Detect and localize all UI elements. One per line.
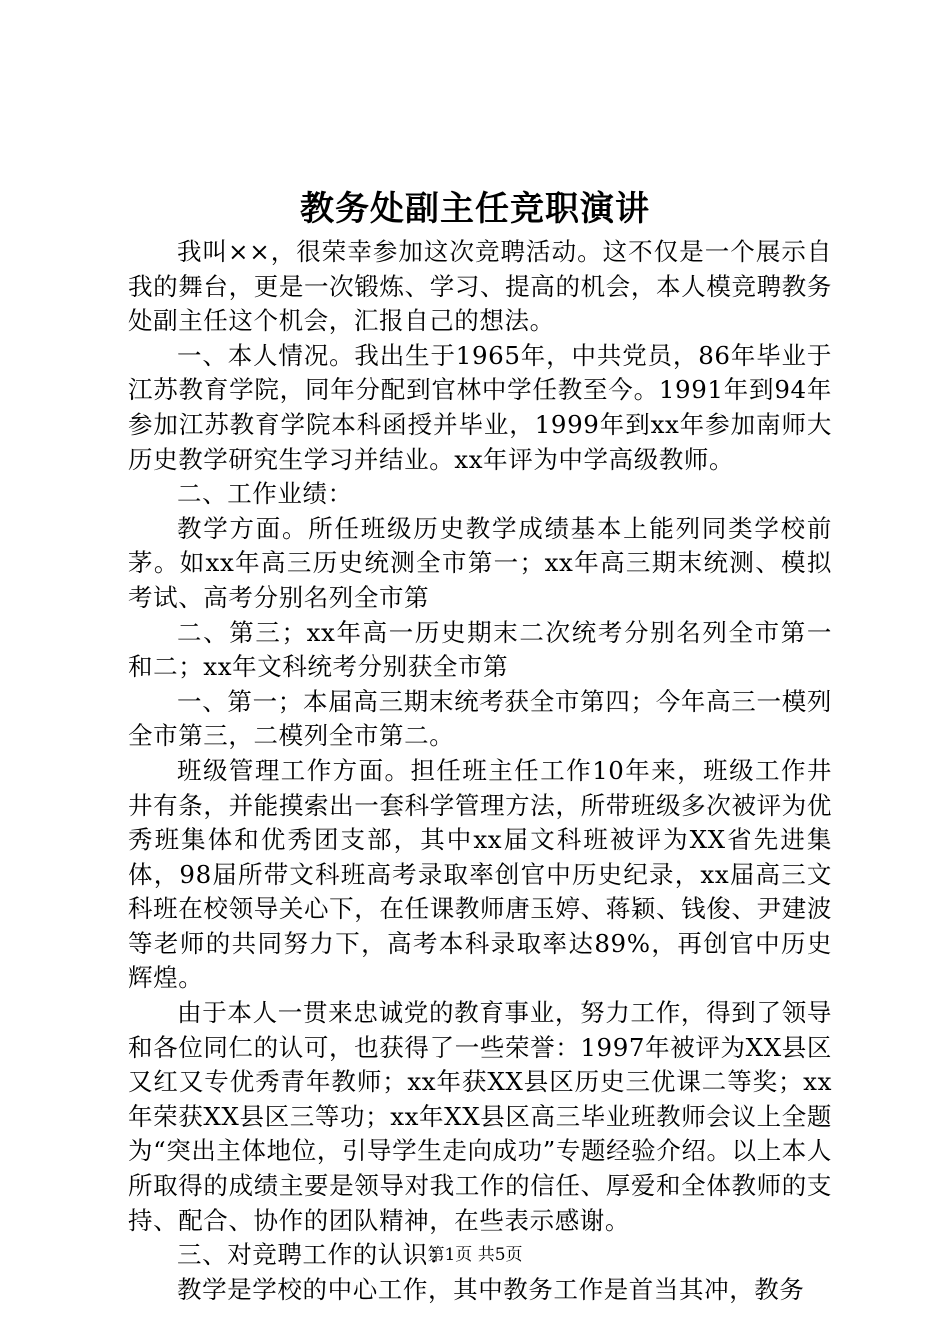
paragraph: 一、第一；本届高三期末统考获全市第四；今年高三一模列全市第三，二模列全市第二。	[128, 686, 832, 751]
paragraph: 班级管理工作方面。担任班主任工作10年来，班级工作井井有条，并能摸索出一套科学管理方法，所带班级多次被评为优秀班集体和优秀团支部，其中xx届文科班被评为XX省先进集体，98届所带文科班高考录取率创官中历史纪录，xx届高三文科班在校领导关心下，在任课教师唐玉婷、蒋颖、钱俊、尹建波等老师的共同努力下，高考本科录取率达89%，再创官中历史辉煌。	[128, 755, 832, 993]
document-body	[128, 235, 832, 1307]
paragraph: 由于本人一贯来忠诚党的教育事业，努力工作，得到了领导和各位同仁的认可，也获得了一些荣誉：1997年被评为XX县区又红又专优秀青年教师；xx年获XX县区历史三优课二等奖；xx年荣获XX县区三等功；xx年XX县区高三毕业班教师会议上全题为“突出主体地位，引导学生走向成功”专题经验介绍。以上本人所取得的成绩主要是领导对我工作的信任、厚爱和全体教师的支持、配合、协作的团队精神，在些表示感谢。	[128, 998, 832, 1235]
paragraph: 三、对竞聘工作的认识：	[177, 1240, 454, 1270]
paragraph: 我叫××，很荣幸参加这次竞聘活动。这不仅是一个展示自我的舞台，更是一次锻炼、学习、提高的机会，本人模竞聘教务处副主任这个机会，汇报自己的想法。	[128, 237, 832, 336]
document-title: 教务处副主任竞职演讲	[300, 189, 650, 229]
paragraph: 教学是学校的中心工作，其中教务工作是首当其冲，教务	[177, 1274, 805, 1304]
paragraph: 教学方面。所任班级历史教学成绩基本上能列同类学校前茅。如xx年高三历史统测全市第一；xx年高三期末统测、模拟考试、高考分别名列全市第	[128, 513, 832, 612]
paragraph: 二、工作业绩：	[177, 479, 353, 509]
page-number-footer: 第1页 共5页	[427, 1245, 523, 1265]
paragraph: 一、本人情况。我出生于1965年，中共党员，86年毕业于江苏教育学院，同年分配到官林中学任教至今。1991年到94年参加江苏教育学院本科函授并毕业，1999年到xx年参加南师大历史教学研究生学习并结业。xx年评为中学高级教师。	[128, 340, 832, 474]
paragraph: 二、第三；xx年高一历史期末二次统考分别名列全市第一和二；xx年文科统考分别获全市第	[128, 617, 832, 682]
